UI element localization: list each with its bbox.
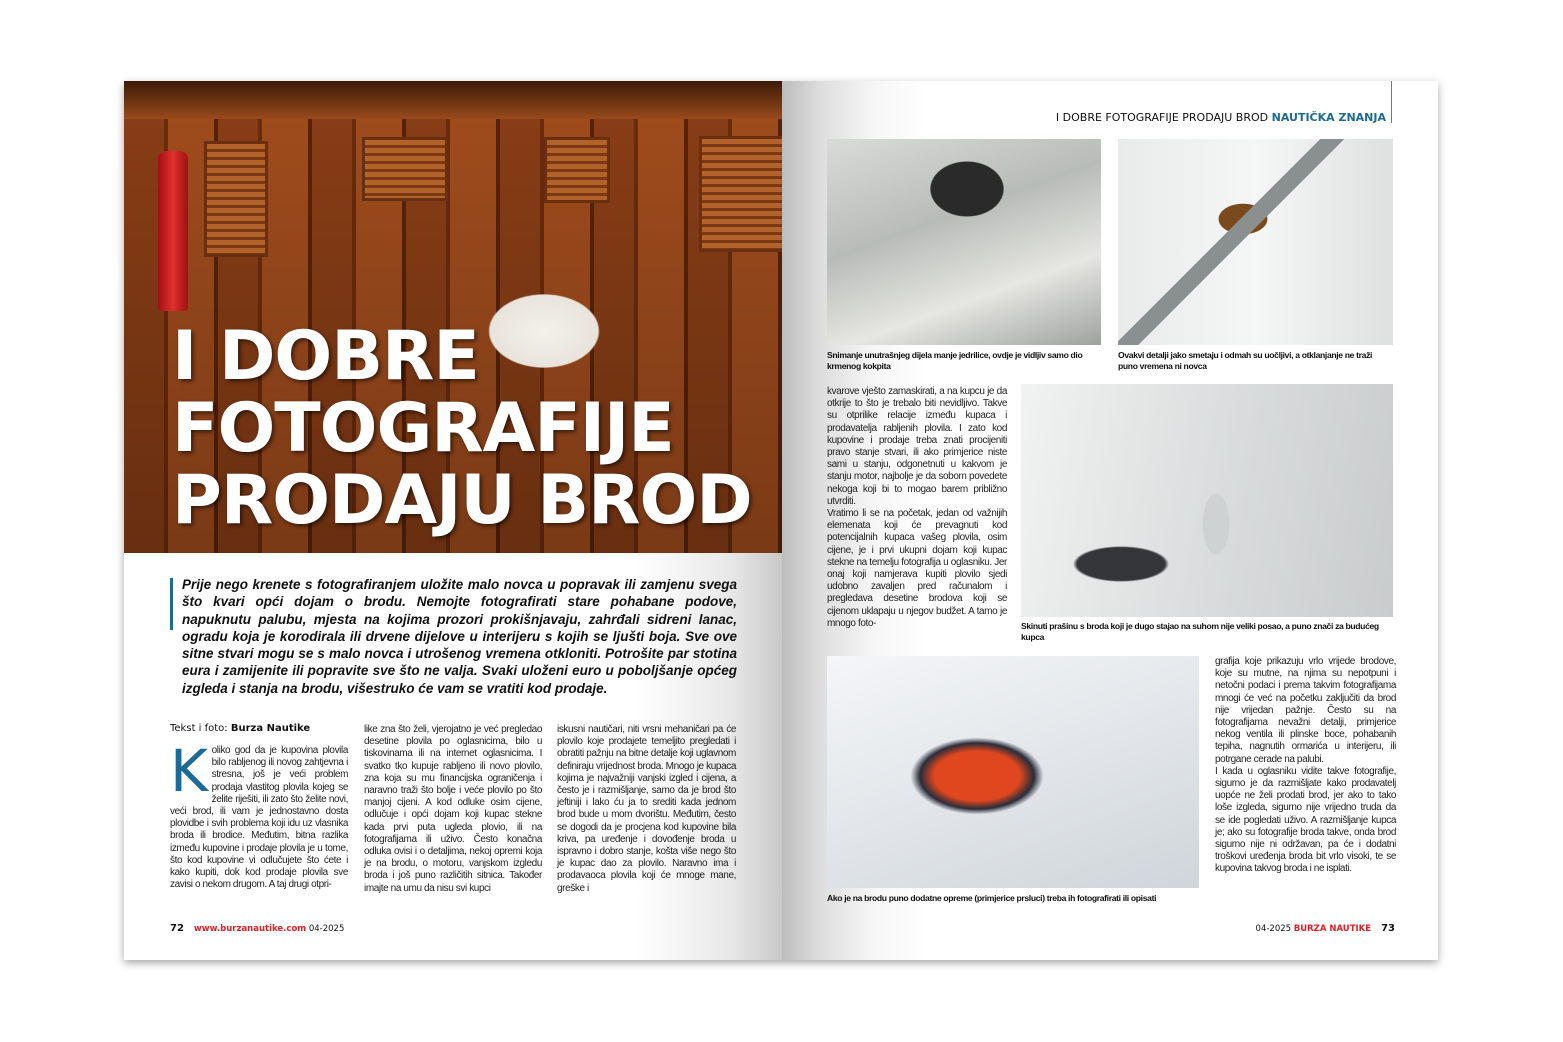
headline [172,317,752,540]
drop-cap: K [170,737,208,805]
caption-2: Ovakvi detalji jako smetaju i odmah su uočljivi, a otklanjanje ne traži puno vremena ni novca [1118,350,1373,371]
body-column-2: like zna što želi, vjerojatno je već pregledao desetine plovila po oglasnicima, bilo u tiskovinama ili na internet oglasnicima. I svatko tko kupuje rabljeno ili novo plovilo, zna koja su mu financijska ograničenja i naravno traži što bolje i veće plovilo po što manjoj cijeni. A kod odluke osim cijene, odlučuje i opći dojam koji kupac stekne kada prvi puta ugleda plovio, ili na fotografijama ili uživo. Često konačna odluka ovisi i o detaljima, nekoj opremi koja je na brodu, o motoru, vanjskom izgledu broda i još puno različitih sitnica. Također imajte na umu da nisu svi kupci [364,724,542,894]
running-head-rule [1391,81,1392,123]
magazine-spread [124,81,1438,960]
lead-paragraph: Prije nego krenete s fotografiranjem uložite malo novca u popravak ili zamjenu svega što kvari opći dojam o brodu. Nemojte fotografirati stare pohabane podove, napuknutu palubu, mjesta na kojima prozori prokišnjavaju, zahrđali sidreni lanac, ogradu koja je korodirala ili drvene dijelove u interijeru s kojih se ljušti boja. Sve ove sitne stvari mogu se s malo novca i utrošenog vremena otkloniti. Potrošite par stotina eura i zamijenite ili popravite sve što ne valja. Svaki uloženi euro u poboljšanje općeg izgleda i stanja na brodu, višestruko će vam se vratiti kod prodaje. [182,577,737,696]
byline-author: Burza Nautike [230,723,311,734]
left-page [124,81,782,960]
lead-accent-bar [170,578,173,630]
headline-line-1: I DOBRE [172,317,479,396]
fire-extinguisher [158,151,188,311]
right-folio: 04-2025 BURZA NAUTIKE 73 [1255,923,1395,934]
byline: Tekst i foto: Burza Nautike [170,723,311,734]
left-folio: 72 www.burzanautike.com 04-2025 [170,923,345,934]
caption-3: Skinuti prašinu s broda koji je dugo stajao na suhom nije veliki posao, a puno znači za budućeg kupca [1021,621,1379,642]
headline-line-3: PRODAJU BROD [172,461,752,540]
caption-4: Ako je na brodu puno dodatne opreme (primjerice prsluci) treba ih fotografirati ili opisati [827,893,1157,903]
photo-sailboat-cockpit [827,139,1101,345]
body-column-4: kvarove vješto zamaskirati, a na kupcu je da otkrije to što je trebalo biti nevidljivo. Takve su otprilike relacije između kupaca i prodavatelja rabljenih plovila. I zato kod kupovine i prodaje treba znati procijeniti pravo stanje stvari, ili ako primjerice niste sami u stanju, odgonetnuti u kakvom je stanju motor, najbolje je da sobom povedete nekoga koji bi to mogao barem približno utvrditi. Vratimo li se na početak, jedan od važnijih elemenata koji će prevagnuti kod potencijalnih kupaca vašeg plovila, osim cijene, je i prvi ukupni dojam koji kupac stekne na temelju fotografija u oglasniku. Jer onaj koji namjerava kupiti plovilo sjedi udobno zavaljen pred računalom i pregledava desetine brodova koji se cijenom uklapaju u njegov budžet. A tamo je mnogo foto- [827,386,1007,629]
photo-life-jackets-locker [827,656,1199,888]
caption-1: Snimanje unutrašnjeg dijela manje jedrilice, ovdje je vidljiv samo dio krmenog kokpita [827,350,1083,371]
body-column-3: iskusni nautičari, niti vrsni mehaničari pa će plovilo koje prodajete temeljito pregledati i obratiti pažnju na bitne detalje koji uglavnom definiraju vrijednost broda. Mnogo je kupaca kojima je najvažniji vanjski izgled i cijena, a često je i razmišljanje, samo da je brod što jeftiniji i lako ću ja to srediti kada jednom brod bude u mom dvorištu. Međutim, često se dogodi da je procjena kod kupovine bila kriva, pa uređenje i dovođenje broda u ispravno i dobro stanje, košta više nego što je kupac dao za plovilo. Naravno ima i prodavaoca plovila koji će mnoge mane, greške i [557,724,736,894]
photo-rusty-fitting [1118,139,1393,345]
body-column-1: Koliko god da je kupovina plovila bilo rabljenog ili novog zahtjevna i stresna, još je veći problem prodaja vlastitog plovila kojeg se želite riješiti, ili zato što želite novi, veći brod, ili vam je jednostavno dosta plovidbe i svih problema koji idu uz vlasnika broda ili brodice. Međutim, bitna razlika između kupovine i prodaje plovila je u tome, što kod kupovine vi odlučujete što ćete i kako kupiti, dok kod prodaje plovila sve zavisi o nekom drugom. A taj drugi otpri- [170,737,348,891]
headline-line-2: FOTOGRAFIJE [172,389,674,468]
right-page [782,81,1438,960]
hero-photo-boat-galley [124,81,782,553]
running-head: I DOBRE FOTOGRAFIJE PRODAJU BROD NAUTIČKA ZNANJA [1055,111,1386,124]
photo-deck-cleat-rope [1021,384,1393,617]
section-name: NAUTIČKA ZNANJA [1271,111,1386,124]
website-link[interactable]: www.burzanautike.com [193,924,307,934]
body-column-5: grafija koje prikazuju vrlo vrijede brodove, koje su mutne, na njima su nepotpuni i netočni podaci i prema takvim fotografijama mnogi će već na početku zaključiti da brod nije vrijedan pažnje. Često su na fotografijama nevažni detalji, primjerice nekog ventila ili plinske boce, pohabanih tepiha, nagnutih ormarića u interijeru, ili potrgane cerade na palubi. I kada u oglasniku vidite takve fotografije, sigurno je da razmišljate kako prodavatelj uopće ne želi prodati brod, jer ako to tako loše izgleda, sigurno nije vrijedno truda da se ide pogledati uživo. A razmišljanje kupca je; ako su fotografije broda takve, onda brod sigurno nije ni održavan, pa će i dodatni troškovi uređenja broda bit vrlo visoki, te se kupovina takvog broda i ne isplati. [1215,656,1396,875]
